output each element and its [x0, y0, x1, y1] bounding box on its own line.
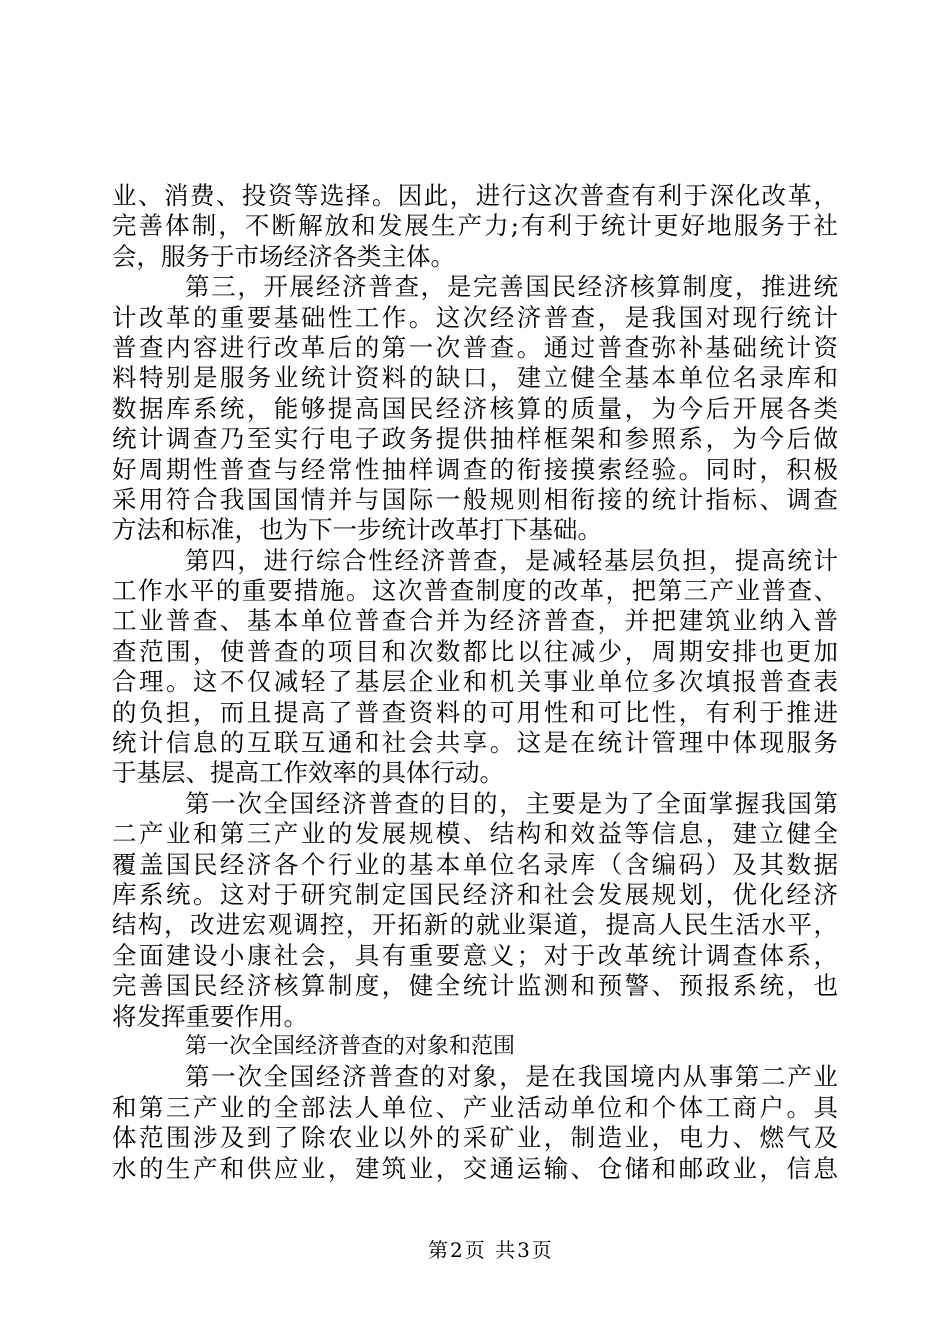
text-line: 业、消费、投资等选择。因此，进行这次普查有利于深化改革， — [112, 181, 838, 210]
text-line: 工作水平的重要措施。这次普查制度的改革，把第三产业普查、 — [112, 576, 838, 606]
paragraph-fourth-point — [112, 546, 838, 789]
text-line: 水的生产和供应业，建筑业，交通运输、仓储和邮政业，信息 — [112, 1153, 838, 1183]
text-line: 于基层、提高工作效率的具体行动。 — [112, 758, 504, 788]
text-line: 覆盖国民经济各个行业的基本单位名录库（含编码）及其数据 — [112, 849, 838, 879]
text-line: 数据库系统，能够提高国民经济核算的质量，为今后开展各类 — [112, 393, 838, 423]
text-line: 普查内容进行改革后的第一次普查。通过普查弥补基础统计资 — [112, 332, 838, 362]
text-line: 和第三产业的全部法人单位、产业活动单位和个体工商户。具 — [112, 1092, 838, 1122]
paragraph-third-point — [112, 272, 838, 546]
text-line: 将发挥重要作用。 — [112, 1001, 308, 1031]
text-line: 工业普查、基本单位普查合并为经济普查，并把建筑业纳入普 — [112, 606, 838, 636]
text-line: 统计调查乃至实行电子政务提供抽样框架和参照系，为今后做 — [112, 424, 838, 454]
text-line: 的负担，而且提高了普查资料的可用性和可比性，有利于推进 — [112, 697, 838, 727]
text-line: 完善体制，不断解放和发展生产力;有利于统计更好地服务于社 — [112, 211, 838, 241]
text-line: 体范围涉及到了除农业以外的采矿业，制造业，电力、燃气及 — [112, 1123, 838, 1153]
text-line: 第一次全国经济普查的目的，主要是为了全面掌握我国第 — [185, 788, 838, 818]
text-line: 料特别是服务业统计资料的缺口，建立健全基本单位名录库和 — [112, 363, 838, 393]
section-heading: 第一次全国经济普查的对象和范围 — [185, 1033, 516, 1059]
document-body — [112, 181, 838, 1184]
text-line: 查范围，使普查的项目和次数都比以往减少，周期安排也更加 — [112, 636, 838, 666]
text-line: 采用符合我国国情并与国际一般规则相衔接的统计指标、调查 — [112, 484, 838, 514]
text-line: 二产业和第三产业的发展规模、结构和效益等信息，建立健全 — [112, 819, 838, 849]
paragraph-continuation — [112, 181, 838, 272]
text-line: 统计信息的互联互通和社会共享。这是在统计管理中体现服务 — [112, 728, 838, 758]
text-line: 第四，进行综合性经济普查，是减轻基层负担，提高统计 — [185, 545, 838, 575]
text-line: 第一次全国经济普查的对象，是在我国境内从事第二产业 — [185, 1062, 838, 1092]
page-number-footer: 第2页 共3页 — [428, 1238, 554, 1262]
text-line: 第三，开展经济普查，是完善国民经济核算制度，推进统 — [185, 272, 838, 302]
paragraph-census-scope — [112, 1062, 838, 1184]
text-line: 全面建设小康社会，具有重要意义；对于改革统计调查体系， — [112, 940, 838, 970]
text-line: 计改革的重要基础性工作。这次经济普查，是我国对现行统计 — [112, 302, 838, 332]
text-line: 会，服务于市场经济各类主体。 — [112, 241, 455, 271]
text-line: 完善国民经济核算制度，健全统计监测和预警、预报系统，也 — [112, 971, 838, 1001]
paragraph-census-purpose — [112, 789, 838, 1032]
text-line: 合理。这不仅减轻了基层企业和机关事业单位多次填报普查表 — [112, 667, 838, 697]
text-line: 结构，改进宏观调控，开拓新的就业渠道，提高人民生活水平， — [112, 910, 838, 940]
text-line: 库系统。这对于研究制定国民经济和社会发展规划，优化经济 — [112, 879, 838, 909]
text-line: 好周期性普查与经常性抽样调查的衔接摸索经验。同时，积极 — [112, 454, 838, 484]
text-line: 方法和标准，也为下一步统计改革打下基础。 — [112, 515, 602, 545]
